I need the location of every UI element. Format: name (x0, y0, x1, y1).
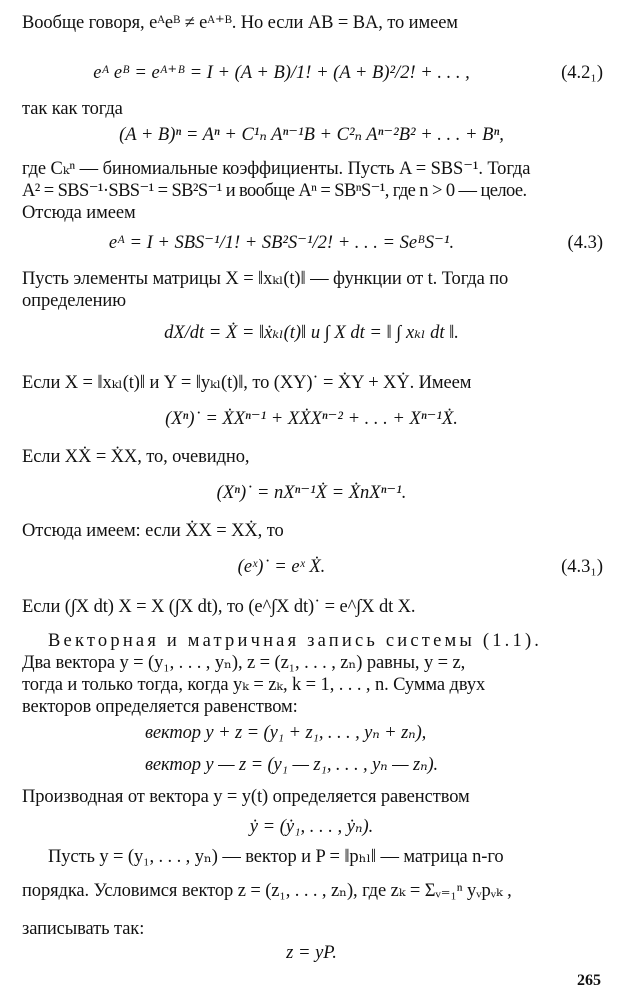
equation-number-4-2-1: (4.2₁) (561, 63, 603, 83)
text-line-28: порядка. Условимся вектор z = (z₁, . . . , zₙ), где zₖ = Σᵥ₌₁ⁿ yᵥpᵥₖ , (22, 881, 512, 901)
equation-number-4-3-1: (4.3₁) (561, 557, 603, 577)
binomial-expansion: (A + B)ⁿ = Aⁿ + C¹ₙ Aⁿ⁻¹B + C²ₙ Aⁿ⁻²B² + . . . + Bⁿ, (119, 125, 504, 145)
text-line-12: Если X = ‖xₖₗ(t)‖ и Y = ‖yₖₗ(t)‖, то (XY)˙ = ẊY + XẎ. Имеем (22, 373, 472, 393)
equation-4-3-1: (eˣ)˙ = eˣ Ẋ. (237, 557, 326, 577)
vector-difference: вектор y — z = (y₁ — z₁, . . . , yₙ — zₙ). (145, 755, 439, 775)
equation-4-3: eᴬ = I + SBS⁻¹/1! + SB²S⁻¹/2! + . . . = SeᴮS⁻¹. (108, 233, 455, 253)
section-heading: Векторная и матричная запись системы (1.1). (48, 631, 543, 651)
text-line-6: A² = SBS⁻¹·SBS⁻¹ = SB²S⁻¹ и вообще Aⁿ = SBⁿS⁻¹, где n > 0 — целое. (22, 181, 527, 201)
derivative-integral-definition: dX/dt = Ẋ = ‖ẋₖₗ(t)‖ и ∫ X dt = ‖ ∫ xₖₗ dt ‖. (164, 323, 459, 343)
text-line-10: определению (22, 291, 126, 311)
vector-derivative: ẏ = (ẏ₁, . . . , ẏₙ). (249, 817, 374, 837)
matrix-vector-product: z = yP. (286, 943, 337, 963)
text-line-7: Отсюда имеем (22, 203, 136, 223)
text-line-29: записывать так: (22, 919, 145, 939)
page-number: 265 (577, 972, 601, 989)
text-line-27: Пусть y = (y₁, . . . , yₙ) — вектор и P = ‖pₕₗ‖ — матрица n-го (48, 847, 504, 867)
power-derivative-commuting: (Xⁿ)˙ = nXⁿ⁻¹Ẋ = ẊnXⁿ⁻¹. (216, 483, 407, 503)
text-line-16: Отсюда имеем: если ẊX = XẊ, то (22, 521, 284, 541)
text-line-9: Пусть элементы матрицы X = ‖xₖₗ(t)‖ — функции от t. Тогда по (22, 269, 509, 289)
vector-sum: вектор y + z = (y₁ + z₁, . . . , yₙ + zₙ), (145, 723, 427, 743)
text-line-20: Два вектора y = (y₁, . . . , yₙ), z = (z₁, . . . , zₙ) равны, y = z, (22, 653, 466, 673)
text-line-5: где Cₖⁿ — биномиальные коэффициенты. Пусть A = SBS⁻¹. Тогда (22, 159, 531, 179)
text-line-22: векторов определяется равенством: (22, 697, 298, 717)
equation-number-4-3: (4.3) (567, 233, 603, 253)
power-derivative: (Xⁿ)˙ = ẊXⁿ⁻¹ + XẊXⁿ⁻² + . . . + Xⁿ⁻¹Ẋ. (165, 409, 458, 429)
text-line-18: Если (∫X dt) X = X (∫X dt), то (e^∫X dt)˙ = e^∫X dt X. (22, 597, 416, 617)
text-line-21: тогда и только тогда, когда yₖ = zₖ, k = 1, . . . , n. Сумма двух (22, 675, 486, 695)
equation-4-2-1: eᴬ eᴮ = eᴬ⁺ᴮ = I + (A + B)/1! + (A + B)²/2! + . . . , (93, 63, 470, 83)
text-line-3: так как тогда (22, 99, 123, 119)
text-line-14: Если XẊ = ẊX, то, очевидно, (22, 447, 250, 467)
text-line-1: Вообще говоря, eᴬeᴮ ≠ eᴬ⁺ᴮ. Но если AB = BA, то имеем (22, 13, 458, 33)
text-line-25: Производная от вектора y = y(t) определяется равенством (22, 787, 470, 807)
